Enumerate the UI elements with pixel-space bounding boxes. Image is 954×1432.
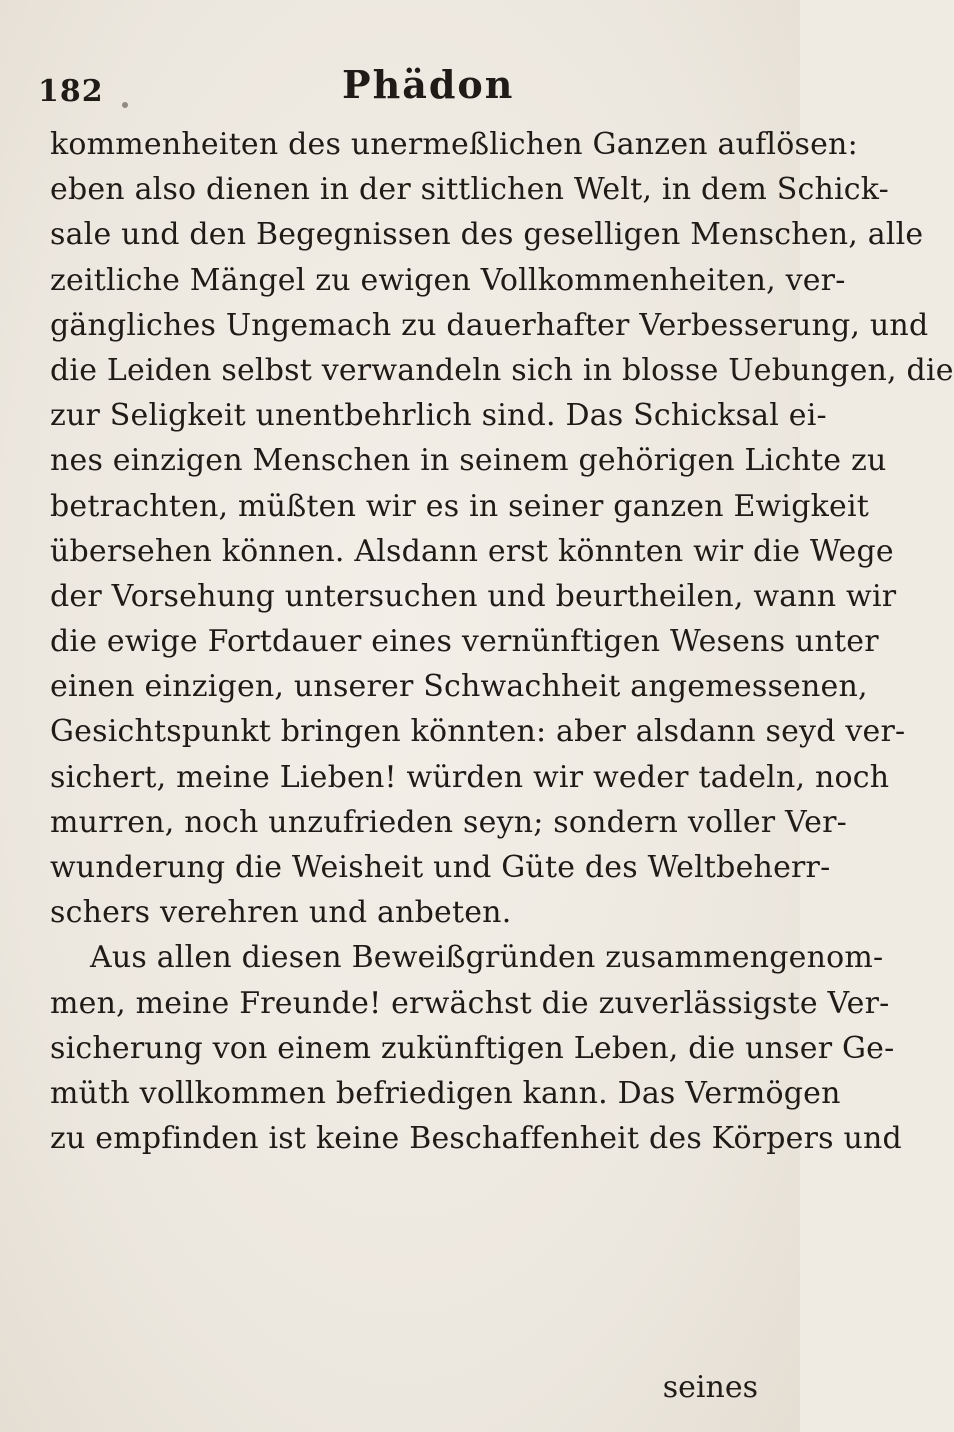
text-line: zeitliche Mängel zu ewigen Vollkommenheiten, ver-: [50, 262, 846, 298]
page-number: 182: [38, 74, 104, 109]
text-line: übersehen können. Alsdann erst könnten wir die Wege: [50, 533, 894, 569]
text-line: sale und den Begegnissen des geselligen Menschen, alle: [50, 217, 924, 253]
paragraph-end-line: schers verehren und anbeten.: [50, 895, 512, 931]
text-line: einen einzigen, unserer Schwachheit angemessenen,: [50, 669, 868, 705]
text-line: sichert, meine Lieben! würden wir weder tadeln, noch: [50, 759, 890, 795]
running-title: Phädon: [342, 62, 515, 107]
text-line: müth vollkommen befriedigen kann. Das Vermögen: [50, 1075, 841, 1111]
text-line: nes einzigen Menschen in seinem gehörigen Lichte zu: [50, 443, 887, 479]
text-line: wunderung die Weisheit und Güte des Weltbeherr-: [50, 850, 831, 885]
text-line: Gesichtspunkt bringen könnten: aber alsdann seyd ver-: [50, 714, 906, 750]
body-text: [50, 122, 954, 1161]
text-line: murren, noch unzufrieden seyn; sondern voller Ver-: [50, 804, 847, 840]
text-line: die ewige Fortdauer eines vernünftigen Wesens unter: [50, 624, 879, 660]
text-line: zur Seligkeit unentbehrlich sind. Das Schicksal ei-: [50, 398, 827, 434]
text-line: die Leiden selbst verwandeln sich in blosse Uebungen, die: [50, 352, 954, 388]
text-line: gängliches Ungemach zu dauerhafter Verbesserung, und: [50, 307, 929, 343]
text-line: eben also dienen in der sittlichen Welt, in dem Schick-: [50, 172, 889, 208]
text-line: men, meine Freunde! erwächst die zuverlässigste Ver-: [50, 985, 890, 1021]
paragraph-start-line: Aus allen diesen Beweißgründen zusammengenom-: [90, 940, 884, 976]
text-line: kommenheiten des unermeßlichen Ganzen auflösen:: [50, 127, 858, 162]
text-line: sicherung von einem zukünftigen Leben, die unser Ge-: [50, 1030, 895, 1066]
text-line: der Vorsehung untersuchen und beurtheilen, wann wir: [50, 578, 897, 614]
ink-speck: [122, 102, 128, 108]
catchword: seines: [662, 1370, 758, 1405]
text-line: zu empfinden ist keine Beschaffenheit des Körpers und: [50, 1121, 902, 1157]
page-header: [38, 62, 760, 112]
text-line: betrachten, müßten wir es in seiner ganzen Ewigkeit: [50, 488, 870, 524]
